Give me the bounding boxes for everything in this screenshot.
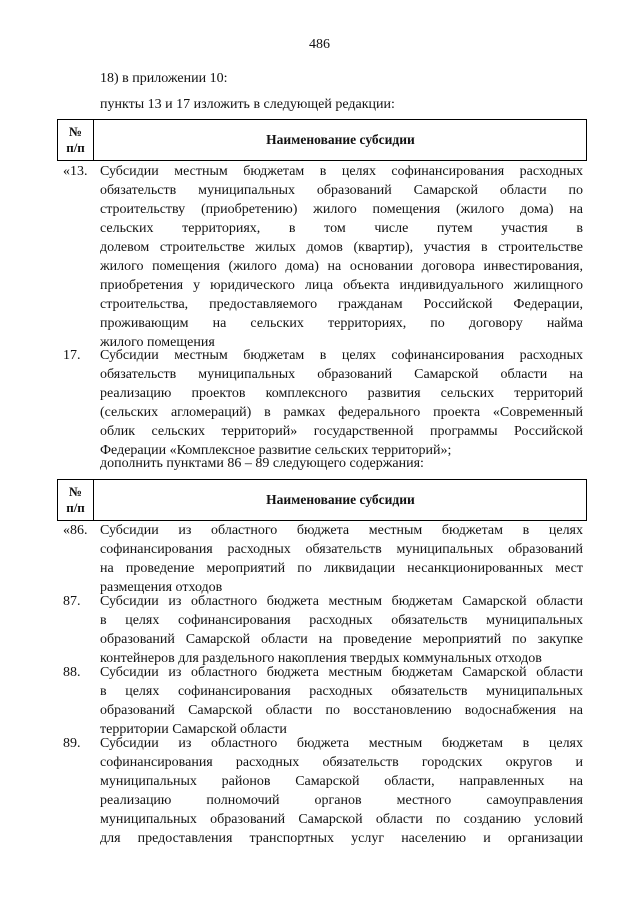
entry-line: образований Самарской области на проведение мероприятий по закупке	[100, 632, 583, 647]
entry-line: Федерации «Комплексное развитие сельских территорий»;	[100, 443, 452, 458]
entry-number: 89.	[63, 736, 81, 751]
entry-text	[100, 162, 583, 352]
entry-text	[100, 521, 583, 597]
entry-line: реализацию полномочий органов местного самоуправления	[100, 793, 583, 808]
entry-line: Субсидии из областного бюджета местным бюджетам в целях	[100, 523, 583, 538]
entry-line: жилого помещения (жилого дома) на основании договора инвестирования,	[100, 259, 583, 274]
entry-line: долевом строительстве жилых домов (квартир), участия в строительстве	[100, 240, 583, 255]
entry-number: «13.	[63, 164, 88, 179]
entry-number: «86.	[63, 523, 88, 538]
column-header-name: Наименование субсидии	[266, 132, 415, 147]
entry-line: проживающим на сельских территориях, по договору найма	[100, 316, 583, 331]
intro-paragraph-1: 18) в приложении 10:	[100, 71, 228, 86]
entry-line: Субсидии местным бюджетам в целях софинансирования расходных	[100, 348, 583, 363]
table-header-1	[57, 119, 587, 161]
entry-line: обязательств муниципальных образований Самарской области на	[100, 367, 583, 382]
entry-number: 88.	[63, 665, 81, 680]
entry-line: софинансирования расходных обязательств муниципальных образований	[100, 542, 583, 557]
table-header-2	[57, 479, 587, 521]
entry-line: для предоставления транспортных услуг населению и организации	[100, 831, 583, 846]
entry-line: строительства, предоставляемого гражданам Российской Федерации,	[100, 297, 583, 312]
entry-line: на проведение мероприятий по ликвидации несанкционированных мест	[100, 561, 583, 576]
entry-line: Субсидии из областного бюджета местным бюджетам Самарской области	[100, 665, 583, 680]
entry-line: муниципальных районов Самарской области, направленных на	[100, 774, 583, 789]
entry-number: 17.	[63, 348, 81, 363]
column-header-number	[58, 120, 94, 160]
column-header-number-line1: №	[68, 124, 83, 139]
entry-line: муниципальных образований Самарской области по созданию условий	[100, 812, 583, 827]
entry-line: софинансирования расходных обязательств городских округов и	[100, 755, 583, 770]
entry-line: реализацию проектов комплексного развития сельских территорий	[100, 386, 583, 401]
entry-line: в целях софинансирования расходных обязательств муниципальных	[100, 613, 583, 628]
entry-line: строительству (приобретению) жилого помещения (жилого дома) на	[100, 202, 583, 217]
entry-line: размещения отходов	[100, 580, 223, 595]
column-header-number-line2: п/п	[66, 140, 85, 155]
entry-line: контейнеров для раздельного накопления твердых коммунальных отходов	[100, 651, 542, 666]
entry-line: территории Самарской области	[100, 722, 287, 737]
entry-line: сельских территориях, в том числе путем участия в	[100, 221, 583, 236]
entry-line: облик сельских территорий» государственной программы Российской	[100, 424, 583, 439]
entry-text	[100, 663, 583, 739]
entry-number: 87.	[63, 594, 81, 609]
entry-text	[100, 592, 583, 668]
page-number: 486	[309, 37, 330, 52]
entry-line: Субсидии из областного бюджета местным бюджетам Самарской области	[100, 594, 583, 609]
entry-line: жилого помещения	[100, 335, 215, 350]
entry-line: в целях софинансирования расходных обязательств муниципальных	[100, 684, 583, 699]
entry-line: Субсидии из областного бюджета местным бюджетам в целях	[100, 736, 583, 751]
entry-line: обязательств муниципальных образований Самарской области по	[100, 183, 583, 198]
entry-line: приобретения у юридического лица объекта индивидуального жилищного	[100, 278, 583, 293]
intro-paragraph-3: дополнить пунктами 86 – 89 следующего содержания:	[100, 456, 424, 471]
entry-text	[100, 734, 583, 848]
entry-line: Субсидии местным бюджетам в целях софинансирования расходных	[100, 164, 583, 179]
entry-line: образований Самарской области по восстановлению водоснабжения на	[100, 703, 583, 718]
entry-line: (сельских агломераций) в рамках федерального проекта «Современный	[100, 405, 583, 420]
column-header-number	[58, 480, 94, 520]
column-header-number-line2: п/п	[66, 500, 85, 515]
column-header-number-line1: №	[68, 484, 83, 499]
intro-paragraph-2: пункты 13 и 17 изложить в следующей редакции:	[100, 97, 395, 112]
entry-text	[100, 346, 583, 460]
column-header-name: Наименование субсидии	[266, 492, 415, 507]
